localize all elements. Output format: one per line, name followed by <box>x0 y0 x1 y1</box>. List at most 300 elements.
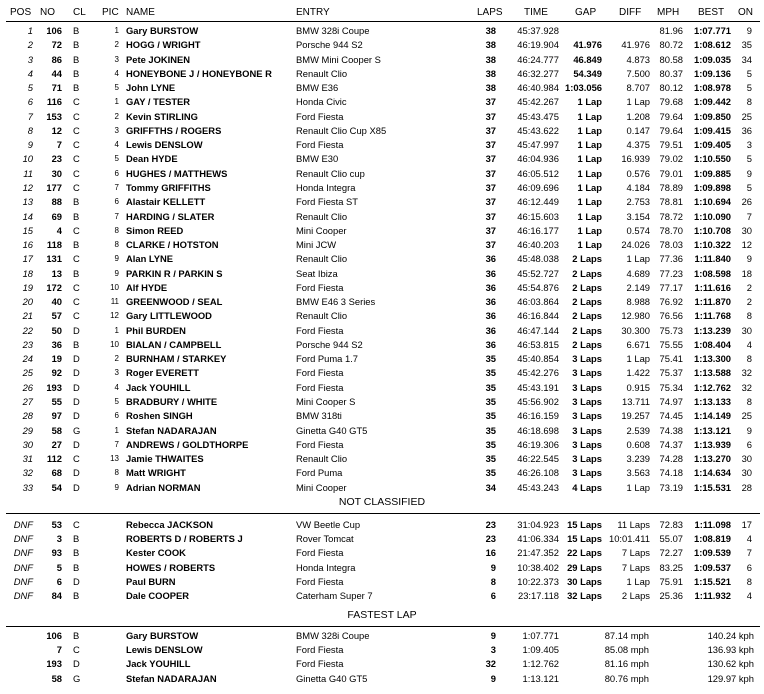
result-row <box>0 424 764 438</box>
gap: 3 Laps <box>572 353 602 365</box>
result-row <box>0 481 764 495</box>
diff: 3.239 <box>626 453 650 465</box>
fastest-lap-mph: 85.08 mph <box>604 644 649 656</box>
header-name: NAME <box>126 7 155 18</box>
laps: 37 <box>485 181 496 193</box>
class: B <box>73 547 80 559</box>
best-lap: 1:15.531 <box>693 481 731 493</box>
car-number: 193 <box>46 658 62 670</box>
fastest-lap-title: FASTEST LAP <box>347 609 417 621</box>
car-entry: Ford Fiesta <box>296 381 344 393</box>
fastest-lap-row <box>0 672 764 686</box>
race-time: 45:52.727 <box>517 267 559 279</box>
race-time: 45:42.276 <box>517 367 559 379</box>
diff: 7.500 <box>626 67 650 79</box>
class: D <box>73 410 80 422</box>
mph: 75.34 <box>659 381 683 393</box>
laps: 37 <box>485 96 496 108</box>
race-time: 46:05.512 <box>517 167 559 179</box>
race-time: 46:24.777 <box>517 53 559 65</box>
fastest-lap-number: 9 <box>490 630 496 641</box>
driver-name: Stefan NADARAJAN <box>126 424 217 436</box>
best-on-lap: 7 <box>746 547 752 559</box>
driver-name: BRADBURY / WHITE <box>126 396 218 408</box>
best-lap: 1:11.870 <box>694 296 731 308</box>
class: G <box>73 672 81 684</box>
driver-name: Roger EVERETT <box>126 367 199 379</box>
race-time: 45:47.997 <box>517 139 559 151</box>
best-on-lap: 5 <box>746 67 752 79</box>
diff: 30.300 <box>621 324 650 336</box>
header-pos: POS <box>10 7 32 18</box>
driver-name: John LYNE <box>126 82 176 94</box>
not-classified-divider <box>6 513 760 514</box>
mph: 79.02 <box>659 153 683 165</box>
car-number: 27 <box>51 438 62 450</box>
mph: 80.12 <box>659 82 683 94</box>
mph: 74.18 <box>659 467 683 479</box>
mph: 74.45 <box>659 410 683 422</box>
best-lap: 1:11.768 <box>694 310 731 322</box>
driver-name: ROBERTS D / ROBERTS J <box>126 533 243 545</box>
class: D <box>73 467 80 479</box>
dnf-row <box>0 532 764 546</box>
car-entry: BMW E30 <box>296 153 339 165</box>
gap: 15 Laps <box>567 533 602 545</box>
best-on-lap: 2 <box>746 281 752 293</box>
gap: 3 Laps <box>572 381 602 393</box>
best-on-lap: 4 <box>746 533 752 545</box>
best-on-lap: 7 <box>746 210 752 222</box>
laps: 35 <box>485 424 496 436</box>
gap: 3 Laps <box>572 438 602 450</box>
mph: 81.96 <box>659 25 683 36</box>
best-lap: 1:08.404 <box>693 338 731 350</box>
car-number: 153 <box>46 110 62 122</box>
gap: 30 Laps <box>567 575 602 587</box>
car-entry: BMW 318ti <box>296 410 342 422</box>
driver-name: Jack YOUHILL <box>126 381 191 393</box>
laps: 35 <box>485 410 496 422</box>
car-entry: BMW 328i Coupe <box>296 630 370 641</box>
result-row <box>0 452 764 466</box>
class: B <box>73 239 80 251</box>
race-time: 46:32.277 <box>517 67 559 79</box>
mph: 79.51 <box>659 139 683 151</box>
laps: 35 <box>485 438 496 450</box>
diff: 7 Laps <box>621 561 650 573</box>
best-on-lap: 5 <box>746 181 752 193</box>
car-entry: VW Beetle Cup <box>296 519 361 530</box>
position-in-class: 5 <box>114 154 119 164</box>
position: 7 <box>27 110 33 122</box>
position: 30 <box>22 438 33 450</box>
car-number: 71 <box>51 82 62 94</box>
mph: 79.64 <box>659 124 683 136</box>
position: 8 <box>27 124 33 136</box>
car-number: 112 <box>46 453 62 465</box>
header-cl: CL <box>73 7 86 18</box>
fastest-lap-kph: 140.24 kph <box>707 630 754 641</box>
best-on-lap: 2 <box>746 296 752 308</box>
car-number: 92 <box>51 367 62 379</box>
car-entry: Ginetta G40 GT5 <box>296 424 368 436</box>
car-entry: Renault Clio <box>296 253 348 265</box>
car-entry: Rover Tomcat <box>296 533 354 545</box>
best-on-lap: 35 <box>741 39 752 51</box>
position: 11 <box>23 167 33 179</box>
race-time: 41:06.334 <box>517 533 559 545</box>
driver-name: PARKIN R / PARKIN S <box>126 267 223 279</box>
race-time: 45:43.191 <box>517 381 559 393</box>
position-in-class: 6 <box>114 197 119 207</box>
class: B <box>73 25 80 36</box>
position: DNF <box>13 533 33 545</box>
best-on-lap: 6 <box>746 438 752 450</box>
best-lap: 1:09.898 <box>693 181 731 193</box>
mph: 78.81 <box>659 196 683 208</box>
car-number: 30 <box>51 167 62 179</box>
diff: 3.154 <box>626 210 650 222</box>
driver-name: GREENWOOD / SEAL <box>126 296 223 308</box>
race-time: 45:42.267 <box>517 96 559 108</box>
gap: 15 Laps <box>567 519 602 530</box>
position: 17 <box>22 253 33 265</box>
position: 5 <box>27 82 33 94</box>
diff: 8.707 <box>626 82 650 94</box>
result-row <box>0 38 764 52</box>
laps: 36 <box>485 324 496 336</box>
car-entry: Mini JCW <box>296 239 337 251</box>
class: C <box>73 139 80 151</box>
result-row <box>0 309 764 323</box>
position-in-class: 6 <box>114 411 119 421</box>
best-on-lap: 9 <box>746 25 752 36</box>
best-lap: 1:10.550 <box>693 153 731 165</box>
class: D <box>73 324 80 336</box>
race-time: 45:54.876 <box>517 281 559 293</box>
mph: 78.70 <box>659 224 683 236</box>
best-lap: 1:13.588 <box>693 367 731 379</box>
laps: 37 <box>485 239 496 251</box>
result-row <box>0 395 764 409</box>
car-number: 131 <box>46 253 62 265</box>
header-on: ON <box>738 7 753 18</box>
gap: 41.976 <box>573 39 602 51</box>
laps: 38 <box>485 25 496 36</box>
laps: 36 <box>485 338 496 350</box>
race-time: 45:56.902 <box>517 396 559 408</box>
result-row <box>0 366 764 380</box>
laps: 34 <box>485 481 496 493</box>
diff: 4.689 <box>626 267 650 279</box>
car-number: 50 <box>51 324 62 336</box>
class: B <box>73 533 80 545</box>
race-time: 45:37.928 <box>517 25 559 36</box>
car-number: 12 <box>51 124 62 136</box>
header-entry: ENTRY <box>296 7 330 18</box>
position: DNF <box>13 561 33 573</box>
car-number: 118 <box>46 239 62 251</box>
race-time: 45:43.475 <box>517 110 559 122</box>
gap: 2 Laps <box>572 281 602 293</box>
result-row <box>0 181 764 195</box>
driver-name: HARDING / SLATER <box>126 210 215 222</box>
gap: 1 Lap <box>577 124 602 136</box>
best-lap: 1:08.819 <box>693 533 731 545</box>
laps: 6 <box>490 590 496 601</box>
position-in-class: 7 <box>114 439 119 449</box>
gap: 2 Laps <box>572 267 602 279</box>
car-number: 193 <box>46 381 62 393</box>
position-in-class: 4 <box>114 382 119 392</box>
car-number: 97 <box>51 410 62 422</box>
car-number: 84 <box>51 590 62 601</box>
mph: 72.83 <box>659 519 683 530</box>
car-entry: Renault Clio <box>296 310 348 322</box>
class: B <box>73 67 80 79</box>
mph: 79.01 <box>659 167 683 179</box>
position: DNF <box>13 547 33 559</box>
driver-name: Stefan NADARAJAN <box>126 672 217 684</box>
position: 13 <box>22 196 33 208</box>
class: C <box>73 181 80 193</box>
header-gap: GAP <box>575 7 597 18</box>
best-on-lap: 36 <box>741 124 752 136</box>
position-in-class: 9 <box>114 482 119 492</box>
result-row <box>0 381 764 395</box>
result-row <box>0 95 764 109</box>
race-time: 46:53.815 <box>517 338 559 350</box>
driver-name: Alastair KELLETT <box>126 196 206 208</box>
position: 23 <box>22 338 33 350</box>
best-lap: 1:09.405 <box>693 139 731 151</box>
driver-name: BIALAN / CAMPBELL <box>126 338 222 350</box>
class: B <box>73 630 80 641</box>
header-divider <box>6 21 760 22</box>
race-time: 46:22.545 <box>517 453 559 465</box>
diff: 10:01.411 <box>608 533 650 545</box>
driver-name: Phil BURDEN <box>126 324 186 336</box>
race-time: 46:16.177 <box>517 224 559 236</box>
car-entry: Ford Fiesta <box>296 110 344 122</box>
mph: 74.97 <box>659 396 683 408</box>
car-number: 54 <box>51 481 62 493</box>
race-time: 46:40.984 <box>517 82 559 94</box>
car-entry: Mini Cooper <box>296 481 347 493</box>
class: B <box>73 561 80 573</box>
result-row <box>0 466 764 480</box>
driver-name: Kevin STIRLING <box>126 110 198 122</box>
gap: 3 Laps <box>572 453 602 465</box>
diff: 11 Laps <box>617 519 650 530</box>
best-on-lap: 30 <box>741 453 752 465</box>
best-on-lap: 8 <box>746 396 752 408</box>
laps: 35 <box>485 353 496 365</box>
dnf-row <box>0 546 764 560</box>
car-entry: Ford Puma 1.7 <box>296 353 359 365</box>
position: 18 <box>22 267 33 279</box>
diff: 1.422 <box>626 367 650 379</box>
position-in-class: 13 <box>110 454 119 464</box>
car-entry: Porsche 944 S2 <box>296 338 363 350</box>
best-lap: 1:11.616 <box>694 281 731 293</box>
position-in-class: 2 <box>114 111 119 121</box>
fastest-lap-time: 1:07.771 <box>522 630 559 641</box>
best-on-lap: 9 <box>746 424 752 436</box>
gap: 1 Lap <box>577 210 602 222</box>
race-time: 46:40.203 <box>517 239 559 251</box>
best-on-lap: 5 <box>746 82 752 94</box>
column-header-row <box>0 6 764 20</box>
class: D <box>73 353 80 365</box>
driver-name: CLARKE / HOTSTON <box>126 239 219 251</box>
best-lap: 1:09.035 <box>693 53 731 65</box>
result-row <box>0 67 764 81</box>
diff: 13.711 <box>622 396 650 408</box>
class: C <box>73 96 80 108</box>
laps: 37 <box>485 167 496 179</box>
laps: 8 <box>490 575 496 587</box>
result-row <box>0 352 764 366</box>
position-in-class: 8 <box>114 225 119 235</box>
gap: 3 Laps <box>572 367 602 379</box>
header-mph: MPH <box>657 7 680 18</box>
car-number: 93 <box>51 547 62 559</box>
result-row <box>0 167 764 181</box>
driver-name: Jack YOUHILL <box>126 658 191 670</box>
class: C <box>73 296 80 308</box>
gap: 1 Lap <box>577 167 602 179</box>
best-on-lap: 30 <box>741 224 752 236</box>
header-pic: PIC <box>102 7 119 18</box>
position: 31 <box>22 453 33 465</box>
result-row <box>0 238 764 252</box>
diff: 24.026 <box>621 239 650 251</box>
best-lap: 1:08.978 <box>693 82 731 94</box>
mph: 74.37 <box>659 438 683 450</box>
car-number: 19 <box>51 353 62 365</box>
laps: 38 <box>485 39 496 51</box>
fastest-lap-row <box>0 657 764 671</box>
car-entry: Ford Fiesta <box>296 367 344 379</box>
mph: 76.92 <box>659 296 683 308</box>
best-lap: 1:11.932 <box>694 590 731 601</box>
laps: 38 <box>485 53 496 65</box>
header-laps: LAPS <box>477 7 503 18</box>
car-entry: Ford Fiesta <box>296 658 344 670</box>
car-number: 23 <box>51 153 62 165</box>
header-no: NO <box>40 7 55 18</box>
class: B <box>73 338 80 350</box>
laps: 35 <box>485 453 496 465</box>
position: 21 <box>22 310 33 322</box>
class: C <box>73 519 80 530</box>
car-number: 55 <box>51 396 62 408</box>
position-in-class: 3 <box>114 125 119 135</box>
driver-name: Lewis DENSLOW <box>126 644 203 656</box>
class: C <box>73 253 80 265</box>
best-lap: 1:13.270 <box>693 453 731 465</box>
race-time: 31:04.923 <box>517 519 559 530</box>
gap: 3 Laps <box>572 396 602 408</box>
laps: 37 <box>485 196 496 208</box>
mph: 72.27 <box>659 547 683 559</box>
result-row <box>0 438 764 452</box>
laps: 35 <box>485 367 496 379</box>
best-on-lap: 3 <box>746 139 752 151</box>
best-on-lap: 18 <box>741 267 752 279</box>
laps: 37 <box>485 110 496 122</box>
car-number: 6 <box>56 575 62 587</box>
position-in-class: 3 <box>114 54 119 64</box>
driver-name: Dale COOPER <box>126 590 190 601</box>
position-in-class: 1 <box>114 425 119 435</box>
driver-name: Jamie THWAITES <box>126 453 204 465</box>
mph: 75.41 <box>659 353 683 365</box>
position: 25 <box>22 367 33 379</box>
laps: 37 <box>485 224 496 236</box>
gap: 4 Laps <box>572 481 602 493</box>
car-number: 53 <box>51 519 62 530</box>
car-entry: Honda Integra <box>296 181 356 193</box>
diff: 4.873 <box>626 53 650 65</box>
race-time: 46:19.306 <box>517 438 559 450</box>
diff: 2 Laps <box>621 590 650 601</box>
car-entry: Caterham Super 7 <box>296 590 373 601</box>
gap: 3 Laps <box>572 467 602 479</box>
position: 15 <box>22 224 33 236</box>
gap: 2 Laps <box>572 296 602 308</box>
driver-name: Kester COOK <box>126 547 186 559</box>
mph: 78.89 <box>659 181 683 193</box>
laps: 23 <box>485 533 496 545</box>
laps: 38 <box>485 82 496 94</box>
mph: 74.28 <box>659 453 683 465</box>
result-row <box>0 195 764 209</box>
class: C <box>73 110 80 122</box>
car-entry: Ford Fiesta <box>296 438 344 450</box>
diff: 7 Laps <box>621 547 650 559</box>
car-entry: Honda Integra <box>296 561 356 573</box>
car-number: 68 <box>51 467 62 479</box>
best-lap: 1:08.612 <box>693 39 731 51</box>
car-entry: BMW Mini Cooper S <box>296 53 381 65</box>
header-diff: DIFF <box>619 7 642 18</box>
race-time: 46:16.159 <box>517 410 559 422</box>
diff: 2.539 <box>626 424 650 436</box>
driver-name: HOGG / WRIGHT <box>126 39 201 51</box>
car-entry: Seat Ibiza <box>296 267 338 279</box>
diff: 16.939 <box>621 153 650 165</box>
position: 26 <box>22 381 33 393</box>
car-entry: BMW E46 3 Series <box>296 296 376 308</box>
class: D <box>73 381 80 393</box>
laps: 37 <box>485 139 496 151</box>
mph: 75.73 <box>659 324 683 336</box>
class: D <box>73 575 80 587</box>
driver-name: Alf HYDE <box>126 281 168 293</box>
best-on-lap: 25 <box>741 410 752 422</box>
position-in-class: 5 <box>114 397 119 407</box>
car-number: 106 <box>46 630 62 641</box>
mph: 76.56 <box>659 310 683 322</box>
car-entry: Mini Cooper <box>296 224 347 236</box>
gap: 1 Lap <box>577 181 602 193</box>
result-row <box>0 295 764 309</box>
position: DNF <box>13 519 33 530</box>
best-lap: 1:07.771 <box>693 25 731 36</box>
